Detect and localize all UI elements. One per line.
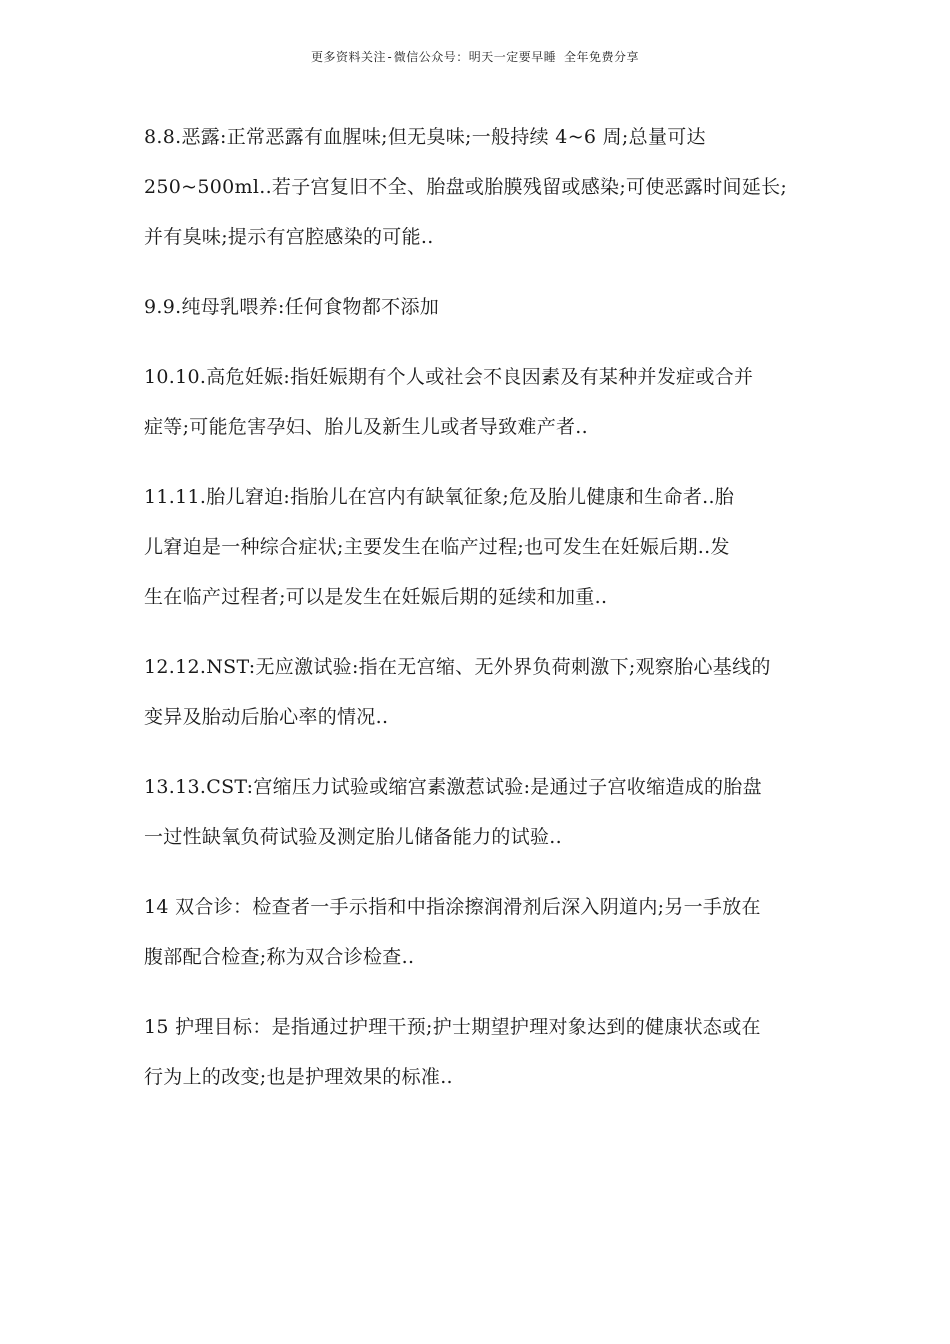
entry-14 [144, 882, 824, 982]
text-line: 儿窘迫是一种综合症状;主要发生在临产过程;也可发生在妊娠后期..发 [144, 536, 730, 558]
page-header: 更多资料关注-微信公众号：明天一定要早睡 全年免费分享 [311, 50, 639, 64]
text-line: 一过性缺氧负荷试验及测定胎儿储备能力的试验.. [144, 826, 562, 848]
text-line: 症等;可能危害孕妇、胎儿及新生儿或者导致难产者.. [144, 416, 588, 438]
text-line: 并有臭味;提示有宫腔感染的可能.. [144, 226, 434, 248]
text-line: 14 双合诊：检查者一手示指和中指涂擦润滑剂后深入阴道内;另一手放在 [144, 896, 761, 918]
text-line: 8.8.恶露:正常恶露有血腥味;但无臭味;一般持续 4~6 周;总量可达 [144, 126, 706, 148]
text-line: 9.9.纯母乳喂养:任何食物都不添加 [144, 296, 440, 318]
entry-11 [144, 472, 824, 622]
entry-15 [144, 1002, 824, 1102]
document-body [144, 112, 824, 1122]
text-line: 行为上的改变;也是护理效果的标准.. [144, 1066, 453, 1088]
text-line: 250~500ml..若子宫复旧不全、胎盘或胎膜残留或感染;可使恶露时间延长; [144, 176, 788, 198]
entry-13 [144, 762, 824, 862]
text-line: 10.10.高危妊娠:指妊娠期有个人或社会不良因素及有某种并发症或合并 [144, 366, 754, 388]
text-line: 变异及胎动后胎心率的情况.. [144, 706, 389, 728]
text-line: 12.12.NST:无应激试验:指在无宫缩、无外界负荷刺激下;观察胎心基线的 [144, 656, 771, 678]
text-line: 13.13.CST:宫缩压力试验或缩宫素激惹试验:是通过子宫收缩造成的胎盘 [144, 776, 762, 798]
text-line: 15 护理目标：是指通过护理干预;护士期望护理对象达到的健康状态或在 [144, 1016, 761, 1038]
text-line: 生在临产过程者;可以是发生在妊娠后期的延续和加重.. [144, 586, 608, 608]
entry-10 [144, 352, 824, 452]
entry-12 [144, 642, 824, 742]
text-line: 腹部配合检查;称为双合诊检查.. [144, 946, 415, 968]
entry-9 [144, 282, 824, 332]
text-line: 11.11.胎儿窘迫:指胎儿在宫内有缺氧征象;危及胎儿健康和生命者..胎 [144, 486, 735, 508]
entry-8 [144, 112, 824, 262]
